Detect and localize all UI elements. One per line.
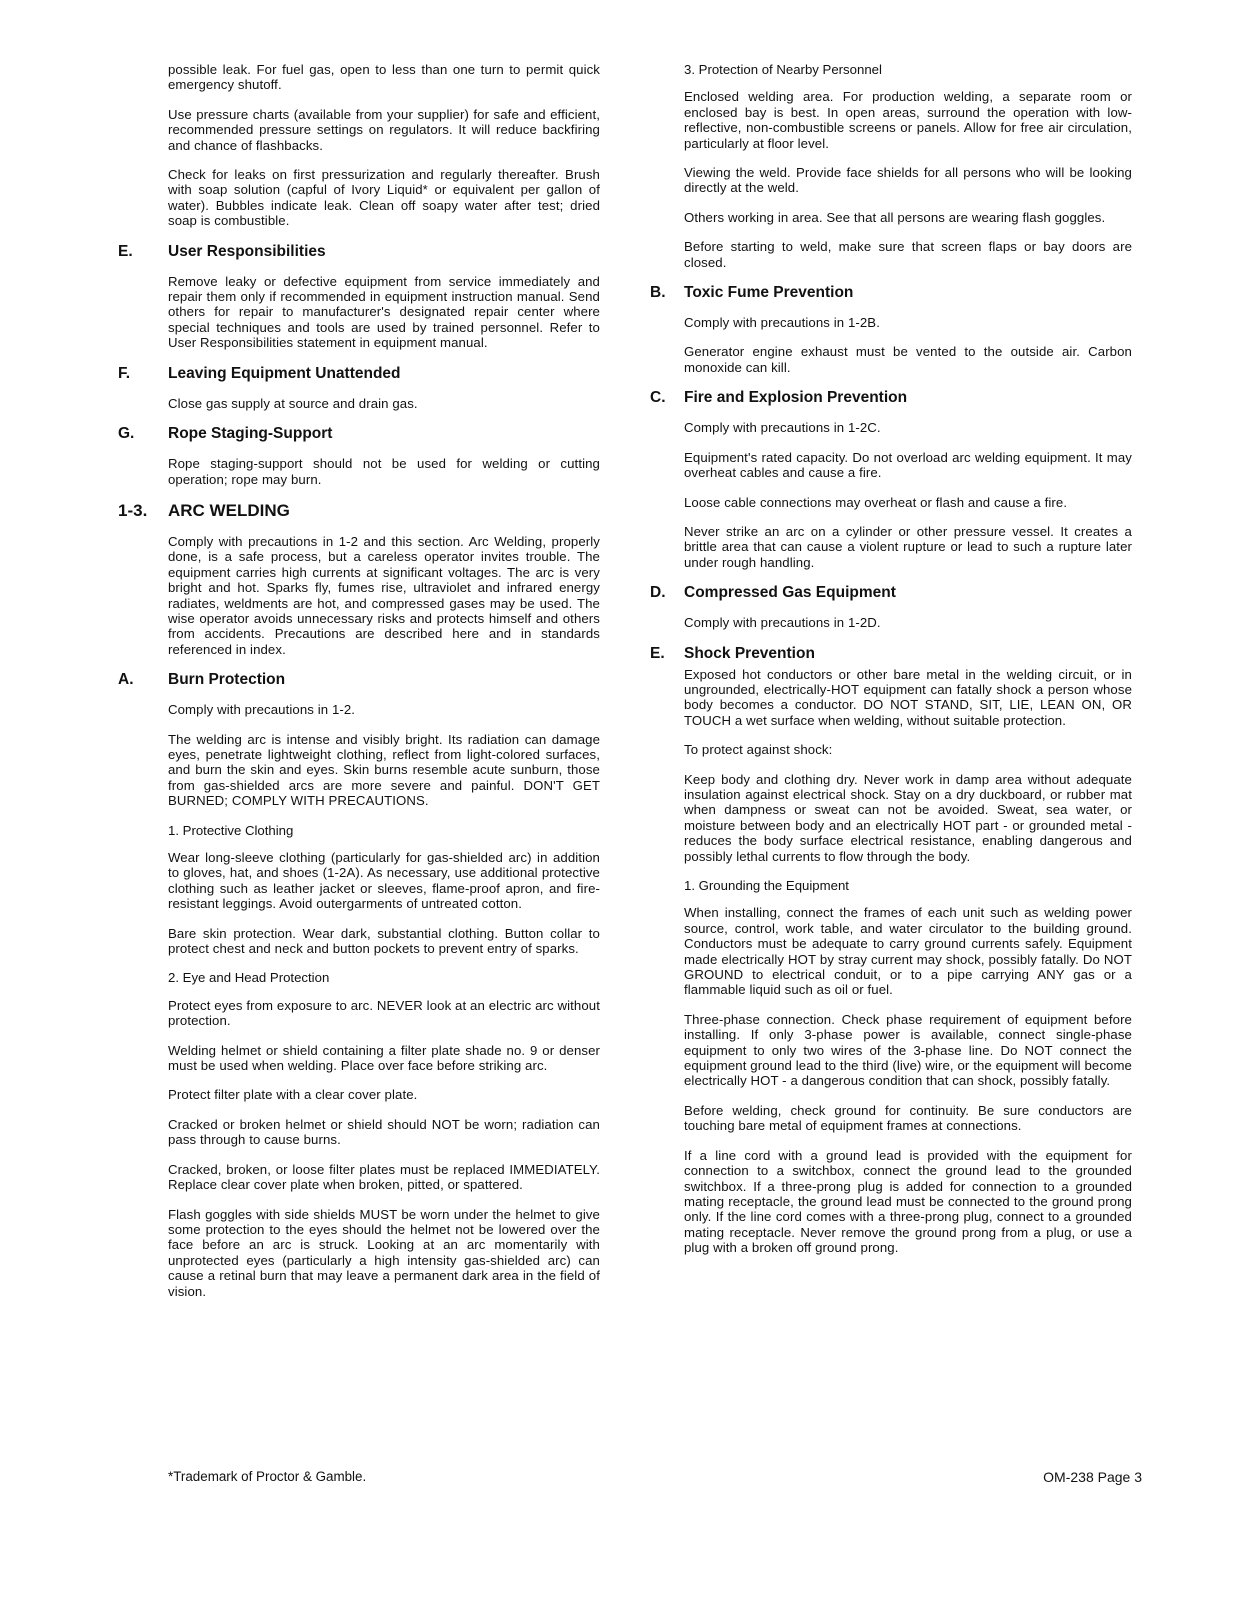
paragraph: Generator engine exhaust must be vented to the outside air. Carbon monoxide can kill. [684, 344, 1132, 375]
paragraph: When installing, connect the frames of each unit such as welding power source, control, work table, and water circulator to the building ground. Conductors must be adequate to carry ground currents safely. Equipment made electrically HOT by stray current may shock, possibly fatally. Do NOT GROUND to electrical conduit, or to a pipe carrying ANY gas or a flammable liquid such as oil or fuel. [684, 905, 1132, 998]
subheading: 3. Protection of Nearby Personnel [684, 62, 882, 77]
paragraph: Keep body and clothing dry. Never work in damp area without adequate insulation against electrical shock. Stay on a dry duckboard, or rubber mat when dampness or sweat can not be avoided. Sweat, sea water, or moisture between body and an electrically HOT part - or grounded metal - reduces the body surface electrical resistance, enabling dangerous and possibly lethal currents to flow through the body. [684, 771, 1132, 864]
section-letter: A. [118, 671, 134, 689]
paragraph: Rope staging-support should not be used for welding or cutting operation; rope may burn. [168, 456, 600, 487]
paragraph: To protect against shock: [684, 742, 833, 758]
section-title: Compressed Gas Equipment [684, 584, 896, 602]
paragraph: Bare skin protection. Wear dark, substantial clothing. Button collar to protect chest and neck and button pockets to prevent entry of sparks. [168, 925, 600, 957]
right-column [650, 62, 1132, 1270]
paragraph: Comply with precautions in 1-2D. [684, 615, 881, 631]
section-heading-burn-protection [118, 671, 600, 689]
section-number: 1-3. [118, 500, 148, 520]
paragraph: Close gas supply at source and drain gas. [168, 395, 418, 411]
section-heading-rope-staging [118, 425, 600, 443]
paragraph: Viewing the weld. Provide face shields for all persons who will be looking directly at the weld. [684, 165, 1132, 196]
subheading: 1. Grounding the Equipment [684, 878, 849, 893]
paragraph: Loose cable connections may overheat or flash and cause a fire. [684, 494, 1068, 510]
section-heading-compressed-gas [650, 584, 1132, 602]
section-letter: D. [650, 584, 666, 602]
paragraph: Enclosed welding area. For production welding, a separate room or enclosed bay is best. In open areas, surround the operation with low-reflective, non-combustible screens or panels. Allow for free air circulation, particularly at floor level. [684, 89, 1132, 151]
section-letter: F. [118, 364, 131, 382]
paragraph: Comply with precautions in 1-2C. [684, 420, 881, 436]
paragraph: Remove leaky or defective equipment from service immediately and repair them only if recommended in equipment instruction manual. Send others for repair to manufacturer's designated repair center where special techniques and tools are used by trained personnel. Refer to User Responsibilities statement in equipment manual. [168, 273, 600, 351]
paragraph: Welding helmet or shield containing a filter plate shade no. 9 or denser must be used when welding. Place over face before striking arc. [168, 1042, 600, 1074]
paragraph: Before welding, check ground for continuity. Be sure conductors are touching bare metal of equipment frames at connections. [684, 1102, 1132, 1134]
paragraph: Comply with precautions in 1-2. [168, 702, 356, 718]
paragraph: Flash goggles with side shields MUST be worn under the helmet to give some protection to the eyes should the helmet not be lowered over the face before an arc is struck. Looking at an arc momentarily with unprotected eyes (particularly a high intensity gas-shielded arc) can cause a retinal burn that may leave a permanent dark area in the field of vision. [168, 1206, 600, 1299]
paragraph: Protect filter plate with a clear cover plate. [168, 1087, 418, 1103]
paragraph: Wear long-sleeve clothing (particularly for gas-shielded arc) in addition to gloves, hat, and shoes (1-2A). As necessary, use additional protective clothing such as leather jacket or sleeves, flame-proof apron, and fire-resistant leggings. Avoid outergarments of untreated cotton. [168, 850, 600, 912]
section-title: Burn Protection [168, 671, 286, 689]
section-title: Toxic Fume Prevention [684, 284, 854, 302]
paragraph: Cracked or broken helmet or shield should NOT be worn; radiation can pass through to cause burns. [168, 1116, 600, 1148]
paragraph: If a line cord with a ground lead is provided with the equipment for connection to a switchbox, connect the ground lead to the grounded switchbox. If a three-prong plug is added for connection to a grounded mating receptacle, the ground lead must be connected to the ground prong only. If the line cord comes with a three-prong plug, connect to a grounded mating receptacle. Never remove the ground prong from a plug, or use a plug with a broken off ground prong. [684, 1147, 1132, 1256]
section-heading-toxic-fume [650, 284, 1132, 302]
section-letter: G. [118, 425, 135, 443]
left-column [118, 62, 600, 1313]
section-heading-leaving-equipment [118, 365, 600, 383]
section-heading-user-responsibilities [118, 243, 600, 261]
paragraph: Comply with precautions in 1-2 and this section. Arc Welding, properly done, is a safe process, but a careless operator invites trouble. The equipment carries high currents at significant voltages. The arc is very bright and hot. Sparks fly, fumes rise, ultraviolet and infrared energy radiates, weldments are hot, and compressed gases may be used. The wise operator avoids unnecessary risks and protects himself and others from accidents. Precautions are described here and in standards referenced in index. [168, 533, 600, 657]
subheading: 1. Protective Clothing [168, 822, 294, 838]
section-title: Fire and Explosion Prevention [684, 389, 908, 407]
section-title: Leaving Equipment Unattended [168, 364, 401, 382]
section-heading-fire-explosion [650, 389, 1132, 407]
section-letter: E. [118, 242, 133, 260]
section-title: Shock Prevention [684, 644, 815, 662]
section-title: ARC WELDING [168, 500, 290, 520]
paragraph: Others working in area. See that all persons are wearing flash goggles. [684, 209, 1106, 225]
paragraph: Before starting to weld, make sure that screen flaps or bay doors are closed. [684, 239, 1132, 270]
section-title: Rope Staging-Support [168, 425, 333, 443]
paragraph: Equipment's rated capacity. Do not overload arc welding equipment. It may overheat cables and cause a fire. [684, 449, 1132, 481]
section-title: User Responsibilities [168, 242, 326, 260]
paragraph: The welding arc is intense and visibly bright. Its radiation can damage eyes, penetrate lightweight clothing, reflect from light-colored surfaces, and burn the skin and eyes. Skin burns resemble acute sunburn, those from gas-shielded arcs are more severe and painful. DON'T GET BURNED; COMPLY WITH PRECAUTIONS. [168, 731, 600, 809]
paragraph: Three-phase connection. Check phase requirement of equipment before installing. If only 3-phase power is available, connect single-phase equipment to only two wires of the 3-phase line. Do NOT connect the equipment ground lead to the third (live) wire, or the equipment will become electrically HOT - a dangerous condition that can shock, possibly fatally. [684, 1011, 1132, 1089]
paragraph: Use pressure charts (available from your supplier) for safe and efficient, recommended pressure settings on regulators. It will reduce backfiring and chance of flashbacks. [168, 106, 600, 153]
paragraph: Exposed hot conductors or other bare metal in the welding circuit, or in ungrounded, electrically-HOT equipment can fatally shock a person whose body becomes a conductor. DO NOT STAND, SIT, LIE, LEAN ON, OR TOUCH a wet surface when welding, without suitable protection. [684, 666, 1132, 728]
footnote: *Trademark of Proctor & Gamble. [168, 1469, 367, 1484]
section-letter: E. [650, 644, 665, 662]
paragraph: Protect eyes from exposure to arc. NEVER look at an electric arc without protection. [168, 997, 600, 1029]
paragraph: Never strike an arc on a cylinder or other pressure vessel. It creates a brittle area that can cause a violent rupture or lead to such a rupture later under rough handling. [684, 523, 1132, 570]
paragraph: Comply with precautions in 1-2B. [684, 315, 880, 331]
page-number: OM-238 Page 3 [1043, 1469, 1142, 1485]
section-letter: C. [650, 389, 666, 407]
paragraph: Check for leaks on first pressurization and regularly thereafter. Brush with soap solution (capful of Ivory Liquid* or equivalent per gallon of water). Bubbles indicate leak. Clean off soapy water after test; dried soap is combustible. [168, 167, 600, 229]
section-heading-arc-welding [118, 501, 600, 521]
section-letter: B. [650, 284, 666, 302]
paragraph: Cracked, broken, or loose filter plates must be replaced IMMEDIATELY. Replace clear cover plate when broken, pitted, or spattered. [168, 1161, 600, 1193]
section-heading-shock-prevention [650, 645, 1132, 663]
paragraph: possible leak. For fuel gas, open to less than one turn to permit quick emergency shutoff. [168, 62, 600, 93]
subheading: 2. Eye and Head Protection [168, 970, 330, 986]
